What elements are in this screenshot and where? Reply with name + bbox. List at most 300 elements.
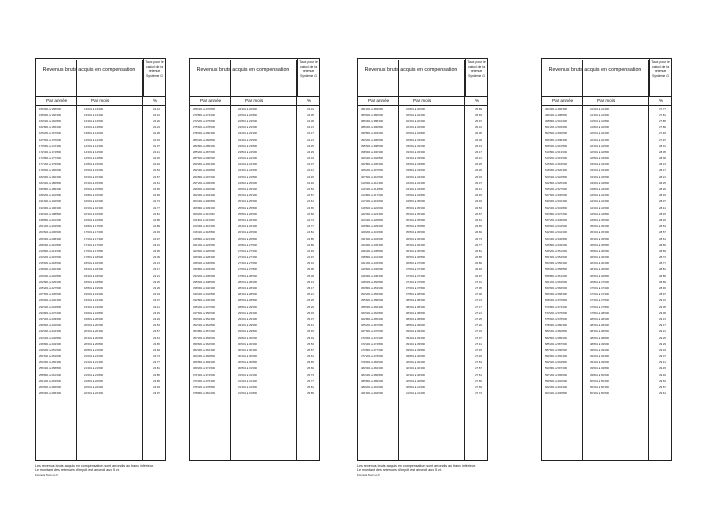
monthly-income-range: 19'801 à 20'000 <box>84 317 103 321</box>
rate-percent: 24.17 <box>307 132 314 136</box>
monthly-income-range: 34'801 à 35'000 <box>406 200 425 204</box>
annual-income-range: 258'801 à 261'200 <box>39 373 61 377</box>
rate-percent: 23.13 <box>153 262 160 266</box>
rate-percent: 25.25 <box>307 299 314 303</box>
monthly-income-range: 21'401 à 21'600 <box>84 367 103 371</box>
annual-income-range: 239'601 à 242'000 <box>39 324 61 328</box>
rate-percent: 22.41 <box>153 150 160 154</box>
monthly-income-range: 15'201 à 15'400 <box>84 175 103 179</box>
monthly-income-range: 37'401 à 37'600 <box>406 280 425 284</box>
rate-percent: 29.05 <box>659 305 666 309</box>
rate-percent: 28.21 <box>659 175 666 179</box>
col-header-month: Par mois <box>91 98 110 103</box>
annual-income-range: 342'801 à 345'200 <box>193 299 215 303</box>
annual-income-range: 386'001 à 388'400 <box>361 119 383 123</box>
rate-percent: 23.05 <box>153 249 160 253</box>
rate-percent: 29.57 <box>659 386 666 390</box>
annual-income-range: 554'001 à 556'400 <box>545 262 567 266</box>
annual-income-range: 278'001 à 280'400 <box>193 132 215 136</box>
monthly-income-range: 14'201 à 14'400 <box>84 144 103 148</box>
rate-percent: 28.09 <box>659 157 666 161</box>
monthly-income-range: 41'801 à 42'000 <box>590 126 609 130</box>
annual-income-range: 398'001 à 400'400 <box>361 150 383 154</box>
monthly-income-range: 29'201 à 29'400 <box>238 317 257 321</box>
table-header <box>542 59 671 97</box>
monthly-income-range: 44'401 à 44'600 <box>590 206 609 210</box>
rate-percent: 26.45 <box>475 194 482 198</box>
monthly-income-range: 13'201 à 13'400 <box>84 113 103 117</box>
monthly-income-range: 14'401 à 14'600 <box>84 150 103 154</box>
rate-percent: 26.57 <box>475 212 482 216</box>
monthly-income-range: 50'401 à 50'600 <box>590 392 609 396</box>
rate-percent: 22.93 <box>153 231 160 235</box>
monthly-income-range: 13'801 à 14'000 <box>84 132 103 136</box>
rate-percent: 26.49 <box>475 200 482 204</box>
annual-income-range: 426'801 à 429'200 <box>361 225 383 229</box>
annual-income-range: 220'401 à 222'800 <box>39 274 61 278</box>
rate-percent: 23.57 <box>153 330 160 334</box>
annual-income-range: 158'001 à 160'400 <box>39 113 61 117</box>
annual-income-range: 460'401 à 462'800 <box>361 311 383 315</box>
annual-income-range: 590'001 à 592'400 <box>545 355 567 359</box>
monthly-income-range: 31'001 à 31'200 <box>238 373 257 377</box>
col-header-pct: % <box>475 98 480 103</box>
annual-income-range: 551'601 à 554'000 <box>545 256 567 260</box>
annual-income-range: 443'601 à 446'000 <box>361 268 383 272</box>
monthly-income-range: 34'001 à 34'200 <box>406 175 425 179</box>
rate-percent: 26.25 <box>475 163 482 167</box>
footnote-line-2: Le montant des retenues d'impôt est arrondi aux 5 ct. <box>357 468 442 473</box>
col-header-pct: % <box>153 98 158 103</box>
annual-income-range: 203'601 à 206'000 <box>39 231 61 235</box>
monthly-income-range: 40'601 à 40'800 <box>406 379 425 383</box>
monthly-income-range: 16'001 à 16'200 <box>84 200 103 204</box>
rate-percent: 22.97 <box>153 237 160 241</box>
rate-percent: 25.89 <box>475 107 482 111</box>
annual-income-range: 496'401 à 498'800 <box>545 113 567 117</box>
rate-percent: 24.25 <box>307 144 314 148</box>
rate-percent: 27.25 <box>475 317 482 321</box>
monthly-income-range: 42'001 à 42'200 <box>590 132 609 136</box>
rate-percent: 25.17 <box>307 287 314 291</box>
annual-income-range: 299'601 à 302'000 <box>193 188 215 192</box>
table-header <box>190 59 319 97</box>
monthly-income-range: 25'601 à 25'800 <box>238 206 257 210</box>
rate-percent: 27.37 <box>475 336 482 340</box>
monthly-income-range: 30'401 à 30'600 <box>238 355 257 359</box>
rate-percent: 28.69 <box>659 249 666 253</box>
monthly-income-range: 13'601 à 13'800 <box>84 126 103 130</box>
rate-percent: 22.20 <box>153 119 160 123</box>
col-header-year: Par année <box>368 98 390 103</box>
annual-income-range: 333'201 à 335'600 <box>193 274 215 278</box>
monthly-income-range: 39'401 à 39'600 <box>406 342 425 346</box>
rate-percent: 27.29 <box>475 324 482 328</box>
monthly-income-range: 31'601 à 31'800 <box>238 392 257 396</box>
footnote-right <box>357 464 476 477</box>
annual-income-range: 434'001 à 436'400 <box>361 243 383 247</box>
annual-income-range: 417'201 à 419'600 <box>361 200 383 204</box>
rate-percent: 27.05 <box>475 287 482 291</box>
rate-percent: 22.57 <box>153 175 160 179</box>
rate-percent: 24.77 <box>307 225 314 229</box>
annual-income-range: 542'001 à 544'400 <box>545 231 567 235</box>
monthly-income-range: 35'401 à 35'600 <box>406 218 425 222</box>
rate-percent: 25.41 <box>307 324 314 328</box>
rate-percent: 24.89 <box>307 243 314 247</box>
rate-percent: 26.81 <box>475 249 482 253</box>
monthly-income-range: 20'401 à 20'600 <box>84 336 103 340</box>
annual-income-range: 237'201 à 239'600 <box>39 317 61 321</box>
monthly-income-range: 30'801 à 31'000 <box>238 367 257 371</box>
monthly-income-range: 45'201 à 45'400 <box>590 231 609 235</box>
rate-percent: 27.81 <box>659 113 666 117</box>
monthly-income-range: 15'801 à 16'000 <box>84 194 103 198</box>
annual-income-range: 297'201 à 299'600 <box>193 181 215 185</box>
monthly-income-range: 39'001 à 39'200 <box>406 330 425 334</box>
monthly-income-range: 47'401 à 47'600 <box>590 299 609 303</box>
annual-income-range: 287'601 à 290'000 <box>193 157 215 161</box>
rate-percent: 24.33 <box>307 157 314 161</box>
annual-income-range: 510'801 à 513'200 <box>545 150 567 154</box>
rate-percent: 29.01 <box>659 299 666 303</box>
monthly-income-range: 34'601 à 34'800 <box>406 194 425 198</box>
annual-income-range: 587'601 à 590'000 <box>545 348 567 352</box>
monthly-income-range: 14'601 à 14'800 <box>84 157 103 161</box>
rate-percent: 26.77 <box>475 243 482 247</box>
annual-income-range: 246'801 à 249'200 <box>39 342 61 346</box>
monthly-income-range: 47'201 à 47'400 <box>590 293 609 297</box>
annual-income-range: 249'201 à 251'600 <box>39 348 61 352</box>
monthly-income-range: 48'001 à 48'200 <box>590 317 609 321</box>
annual-income-range: 388'401 à 390'800 <box>361 126 383 130</box>
monthly-income-range: 16'201 à 16'400 <box>84 206 103 210</box>
monthly-income-range: 42'401 à 42'600 <box>590 144 609 148</box>
rate-percent: 27.53 <box>475 361 482 365</box>
rate-percent: 22.89 <box>153 225 160 229</box>
rate-percent: 26.61 <box>475 218 482 222</box>
rate-percent: 24.93 <box>307 249 314 253</box>
monthly-income-range: 41'201 à 41'400 <box>590 107 609 111</box>
monthly-income-range: 49'001 à 49'200 <box>590 348 609 352</box>
rate-percent: 29.61 <box>659 392 666 396</box>
annual-income-range: 482'001 à 484'400 <box>361 367 383 371</box>
rate-percent: 28.89 <box>659 280 666 284</box>
monthly-income-range: 43'201 à 43'400 <box>590 169 609 173</box>
monthly-income-range: 32'801 à 33'000 <box>406 138 425 142</box>
rate-percent: 23.49 <box>153 317 160 321</box>
footnote-line-2: Le montant des retenues d'impôt est arrondi aux 5 ct. <box>35 468 120 473</box>
annual-income-range: 508'401 à 510'800 <box>545 144 567 148</box>
annual-income-range: 585'201 à 587'600 <box>545 342 567 346</box>
monthly-income-range: 18'001 à 18'200 <box>84 262 103 266</box>
monthly-income-range: 29'801 à 30'000 <box>238 336 257 340</box>
monthly-income-range: 36'201 à 36'400 <box>406 243 425 247</box>
rate-percent: 26.37 <box>475 181 482 185</box>
monthly-income-range: 16'801 à 17'000 <box>84 225 103 229</box>
annual-income-range: 402'801 à 405'200 <box>361 163 383 167</box>
annual-income-range: 374'001 à 376'400 <box>193 379 215 383</box>
rate-percent: 26.97 <box>475 274 482 278</box>
monthly-income-range: 48'801 à 49'000 <box>590 342 609 346</box>
rate-percent: 28.57 <box>659 231 666 235</box>
annual-income-range: 429'201 à 431'600 <box>361 231 383 235</box>
annual-income-range: 376'401 à 378'800 <box>193 386 215 390</box>
annual-income-range: 525'201 à 527'600 <box>545 188 567 192</box>
monthly-income-range: 23'801 à 24'000 <box>238 150 257 154</box>
rate-percent: 27.17 <box>475 305 482 309</box>
monthly-income-range: 28'201 à 28'400 <box>238 287 257 291</box>
monthly-income-range: 26'001 à 26'200 <box>238 218 257 222</box>
annual-income-range: 453'201 à 455'600 <box>361 293 383 297</box>
monthly-income-range: 43'801 à 44'000 <box>590 188 609 192</box>
monthly-income-range: 23'001 à 23'200 <box>238 126 257 130</box>
monthly-income-range: 32'601 à 32'800 <box>406 132 425 136</box>
annual-income-range: 486'801 à 489'200 <box>361 379 383 383</box>
rate-column-title: Taux pour le calcul de la retenue Système G <box>465 59 487 96</box>
monthly-income-range: 39'201 à 39'400 <box>406 336 425 340</box>
annual-income-range: 455'601 à 458'000 <box>361 299 383 303</box>
table-body <box>542 106 671 460</box>
monthly-income-range: 22'201 à 22'400 <box>84 392 103 396</box>
annual-income-range: 316'401 à 318'800 <box>193 231 215 235</box>
monthly-income-range: 27'401 à 27'600 <box>238 262 257 266</box>
rate-percent: 27.97 <box>659 138 666 142</box>
rate-percent: 27.13 <box>475 299 482 303</box>
annual-income-range: 458'001 à 460'400 <box>361 305 383 309</box>
rate-percent: 22.33 <box>153 138 160 142</box>
rate-percent: 25.57 <box>307 348 314 352</box>
annual-income-range: 338'001 à 340'400 <box>193 287 215 291</box>
annual-income-range: 544'401 à 546'800 <box>545 237 567 241</box>
rate-percent: 25.45 <box>307 330 314 334</box>
rate-percent: 26.13 <box>475 144 482 148</box>
annual-income-range: 347'601 à 350'000 <box>193 311 215 315</box>
annual-income-range: 556'401 à 558'800 <box>545 268 567 272</box>
annual-income-range: 208'401 à 210'800 <box>39 243 61 247</box>
annual-income-range: 597'201 à 599'600 <box>545 373 567 377</box>
rate-percent: 27.93 <box>659 132 666 136</box>
monthly-income-range: 38'601 à 38'800 <box>406 317 425 321</box>
col-header-year: Par année <box>200 98 222 103</box>
rate-percent: 23.21 <box>153 274 160 278</box>
monthly-income-range: 34'401 à 34'600 <box>406 188 425 192</box>
monthly-income-range: 15'401 à 15'600 <box>84 181 103 185</box>
rate-percent: 26.01 <box>475 126 482 130</box>
rate-percent: 24.37 <box>307 163 314 167</box>
annual-income-range: 599'601 à 602'000 <box>545 379 567 383</box>
monthly-income-range: 45'001 à 45'200 <box>590 225 609 229</box>
rate-percent: 22.37 <box>153 144 160 148</box>
monthly-income-range: 35'801 à 36'000 <box>406 231 425 235</box>
annual-income-range: 314'001 à 316'400 <box>193 225 215 229</box>
rate-percent: 24.05 <box>307 113 314 117</box>
monthly-income-range: 47'801 à 48'000 <box>590 311 609 315</box>
monthly-income-range: 46'001 à 46'200 <box>590 256 609 260</box>
monthly-income-range: 27'601 à 27'800 <box>238 268 257 272</box>
annual-income-range: 422'001 à 424'400 <box>361 212 383 216</box>
col-header-year: Par année <box>46 98 68 103</box>
col-header-year: Par année <box>552 98 574 103</box>
rate-percent: 26.21 <box>475 157 482 161</box>
table-row <box>358 391 487 397</box>
annual-income-range: 602'001 à 604'400 <box>545 386 567 390</box>
rate-percent: 23.73 <box>153 355 160 359</box>
rate-percent: 24.45 <box>307 175 314 179</box>
rate-percent: 27.41 <box>475 342 482 346</box>
rate-percent: 26.17 <box>475 150 482 154</box>
rate-percent: 24.97 <box>307 256 314 260</box>
annual-income-range: 378'801 à 381'200 <box>193 392 215 396</box>
annual-income-range: 604'401 à 606'800 <box>545 392 567 396</box>
annual-income-range: 318'801 à 321'200 <box>193 237 215 241</box>
rate-percent: 27.77 <box>659 107 666 111</box>
rate-percent: 29.17 <box>659 324 666 328</box>
annual-income-range: 174'801 à 177'200 <box>39 157 61 161</box>
monthly-income-range: 29'601 à 29'800 <box>238 330 257 334</box>
annual-income-range: 330'801 à 333'200 <box>193 268 215 272</box>
footnote-left <box>35 464 154 477</box>
annual-income-range: 270'801 à 273'200 <box>193 113 215 117</box>
annual-income-range: 206'001 à 208'400 <box>39 237 61 241</box>
rate-column-title: Taux pour le calcul de la retenue Système G <box>143 59 165 96</box>
monthly-income-range: 45'401 à 45'600 <box>590 237 609 241</box>
annual-income-range: 170'001 à 172'400 <box>39 144 61 148</box>
table-title: Revenus bruts acquis en compensation <box>196 67 290 73</box>
rate-percent: 24.29 <box>307 150 314 154</box>
rate-percent: 25.37 <box>307 317 314 321</box>
rate-percent: 27.21 <box>475 311 482 315</box>
rate-percent: 28.45 <box>659 212 666 216</box>
rate-percent: 28.81 <box>659 268 666 272</box>
monthly-income-range: 44'001 à 44'200 <box>590 194 609 198</box>
annual-income-range: 263'601 à 266'000 <box>39 386 61 390</box>
monthly-income-range: 37'001 à 37'200 <box>406 268 425 272</box>
rate-percent: 26.85 <box>475 256 482 260</box>
monthly-income-range: 19'601 à 19'800 <box>84 311 103 315</box>
rate-percent: 25.01 <box>307 262 314 266</box>
monthly-income-range: 32'001 à 32'200 <box>406 113 425 117</box>
col-header-month: Par mois <box>413 98 432 103</box>
annual-income-range: 438'801 à 441'200 <box>361 256 383 260</box>
rate-percent: 23.25 <box>153 280 160 284</box>
annual-income-range: 326'001 à 328'400 <box>193 256 215 260</box>
rate-percent: 28.49 <box>659 218 666 222</box>
annual-income-range: 198'801 à 201'200 <box>39 218 61 222</box>
annual-income-range: 177'201 à 179'600 <box>39 163 61 167</box>
rate-percent: 28.61 <box>659 237 666 241</box>
rate-percent: 28.65 <box>659 243 666 247</box>
rate-percent: 24.57 <box>307 194 314 198</box>
rate-percent: 24.09 <box>307 119 314 123</box>
monthly-income-range: 16'401 à 16'600 <box>84 212 103 216</box>
annual-income-range: 273'201 à 275'600 <box>193 119 215 123</box>
rate-percent: 28.53 <box>659 225 666 229</box>
monthly-income-range: 22'001 à 22'200 <box>84 386 103 390</box>
annual-income-range: 186'801 à 189'200 <box>39 188 61 192</box>
monthly-income-range: 43'001 à 43'200 <box>590 163 609 167</box>
rate-percent: 23.09 <box>153 256 160 260</box>
monthly-income-range: 36'401 à 36'600 <box>406 249 425 253</box>
annual-income-range: 162'801 à 165'200 <box>39 126 61 130</box>
annual-income-range: 506'001 à 508'400 <box>545 138 567 142</box>
rate-percent: 23.97 <box>153 392 160 396</box>
col-header-pct: % <box>307 98 312 103</box>
annual-income-range: 522'801 à 525'200 <box>545 181 567 185</box>
annual-income-range: 494'001 à 496'400 <box>545 107 567 111</box>
annual-income-range: 450'801 à 453'200 <box>361 287 383 291</box>
rate-percent: 26.41 <box>475 188 482 192</box>
rate-percent: 29.25 <box>659 336 666 340</box>
annual-income-range: 213'201 à 215'600 <box>39 256 61 260</box>
monthly-income-range: 29'401 à 29'600 <box>238 324 257 328</box>
col-header-pct: % <box>659 98 664 103</box>
monthly-income-range: 50'001 à 50'200 <box>590 379 609 383</box>
rate-percent: 23.77 <box>153 361 160 365</box>
annual-income-range: 251'601 à 254'000 <box>39 355 61 359</box>
annual-income-range: 362'001 à 364'400 <box>193 348 215 352</box>
annual-income-range: 503'601 à 506'000 <box>545 132 567 136</box>
annual-income-range: 400'401 à 402'800 <box>361 157 383 161</box>
rate-percent: 25.69 <box>307 367 314 371</box>
rate-percent: 28.37 <box>659 200 666 204</box>
monthly-income-range: 45'601 à 45'800 <box>590 243 609 247</box>
rate-percent: 26.89 <box>475 262 482 266</box>
rate-percent: 23.33 <box>153 293 160 297</box>
monthly-income-range: 48'201 à 48'400 <box>590 324 609 328</box>
monthly-income-range: 16'601 à 16'800 <box>84 218 103 222</box>
monthly-income-range: 22'601 à 22'800 <box>238 113 257 117</box>
rate-percent: 29.13 <box>659 317 666 321</box>
table-body <box>358 106 487 460</box>
rate-percent: 25.73 <box>307 373 314 377</box>
annual-income-range: 215'601 à 218'000 <box>39 262 61 266</box>
rate-percent: 28.29 <box>659 188 666 192</box>
annual-income-range: 302'001 à 304'400 <box>193 194 215 198</box>
rate-percent: 29.29 <box>659 342 666 346</box>
monthly-income-range: 26'201 à 26'400 <box>238 225 257 229</box>
annual-income-range: 335'601 à 338'000 <box>193 280 215 284</box>
monthly-income-range: 49'601 à 49'800 <box>590 367 609 371</box>
table-body <box>36 106 165 460</box>
monthly-income-range: 33'801 à 34'000 <box>406 169 425 173</box>
rate-percent: 25.21 <box>307 293 314 297</box>
rate-percent: 24.65 <box>307 206 314 210</box>
annual-income-range: 354'801 à 357'200 <box>193 330 215 334</box>
annual-income-range: 484'401 à 486'800 <box>361 373 383 377</box>
rate-percent: 22.73 <box>153 200 160 204</box>
monthly-income-range: 28'801 à 29'000 <box>238 305 257 309</box>
annual-income-range: 160'401 à 162'800 <box>39 119 61 123</box>
annual-income-range: 462'801 à 465'200 <box>361 317 383 321</box>
monthly-income-range: 31'201 à 31'400 <box>238 379 257 383</box>
annual-income-range: 479'601 à 482'000 <box>361 361 383 365</box>
monthly-income-range: 47'001 à 47'200 <box>590 287 609 291</box>
rate-column-title: Taux pour le calcul de la retenue Système G <box>297 59 319 96</box>
annual-income-range: 446'001 à 448'400 <box>361 274 383 278</box>
rate-percent: 27.61 <box>475 373 482 377</box>
rate-percent: 22.65 <box>153 188 160 192</box>
rate-percent: 26.09 <box>475 138 482 142</box>
annual-income-range: 340'401 à 342'800 <box>193 293 215 297</box>
monthly-income-range: 47'601 à 47'800 <box>590 305 609 309</box>
monthly-income-range: 30'201 à 30'400 <box>238 348 257 352</box>
rate-percent: 29.41 <box>659 361 666 365</box>
annual-income-range: 254'001 à 256'400 <box>39 361 61 365</box>
monthly-income-range: 24'201 à 24'400 <box>238 163 257 167</box>
monthly-income-range: 17'201 à 17'400 <box>84 237 103 241</box>
annual-income-range: 570'801 à 573'200 <box>545 305 567 309</box>
